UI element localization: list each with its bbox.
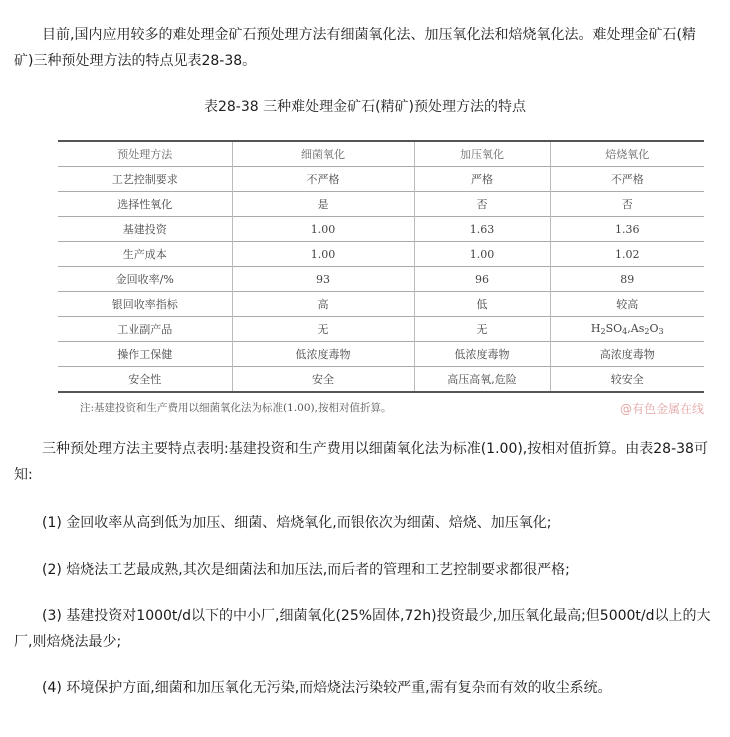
table-row bbox=[58, 242, 704, 267]
table-header-row bbox=[58, 141, 704, 167]
point-4: (4) 环境保护方面,细菌和加压氧化无污染,而焙烧法污染较严重,需有复杂而有效的收尘系统。 bbox=[42, 680, 612, 696]
table-cell: 严格 bbox=[414, 167, 550, 192]
table-cell: 否 bbox=[414, 192, 550, 217]
table-row bbox=[58, 192, 704, 217]
point-1: (1) 金回收率从高到低为加压、细菌、焙烧氧化,而银依次为细菌、焙烧、加压氧化; bbox=[42, 515, 552, 531]
header-cell: 加压氧化 bbox=[414, 141, 550, 167]
header-cell: 细菌氧化 bbox=[232, 141, 414, 167]
row-label: 操作工保健 bbox=[58, 342, 232, 367]
table-cell: 96 bbox=[414, 267, 550, 292]
table-cell: 1.00 bbox=[232, 242, 414, 267]
table-cell: 93 bbox=[232, 267, 414, 292]
table-row bbox=[58, 292, 704, 317]
header-cell: 预处理方法 bbox=[58, 141, 232, 167]
table-row bbox=[58, 267, 704, 292]
table-cell: 无 bbox=[232, 317, 414, 342]
table-cell: 高压高氧,危险 bbox=[414, 367, 550, 393]
point-2: (2) 焙烧法工艺最成熟,其次是细菌法和加压法,而后者的管理和工艺控制要求都很严格; bbox=[42, 562, 570, 578]
row-label: 工艺控制要求 bbox=[58, 167, 232, 192]
table-cell: 安全 bbox=[232, 367, 414, 393]
table-cell: 89 bbox=[550, 267, 704, 292]
byproduct-formula-cell: $H_2SO_4,As_2O_3$ bbox=[550, 317, 704, 342]
table-cell: 1.63 bbox=[414, 217, 550, 242]
table-cell: 1.02 bbox=[550, 242, 704, 267]
row-label: 工业副产品 bbox=[58, 317, 232, 342]
table-cell: 是 bbox=[232, 192, 414, 217]
table-row bbox=[58, 342, 704, 367]
header-cell: 焙烧氧化 bbox=[550, 141, 704, 167]
table-cell: 低浓度毒物 bbox=[414, 342, 550, 367]
comparison-table bbox=[58, 140, 704, 417]
table-cell: 不严格 bbox=[550, 167, 704, 192]
table-cell: 高 bbox=[232, 292, 414, 317]
table-cell: 1.36 bbox=[550, 217, 704, 242]
table-row bbox=[58, 217, 704, 242]
row-label: 基建投资 bbox=[58, 217, 232, 242]
point-3: (3) 基建投资对1000t/d以下的中小厂,细菌氧化(25%固体,72h)投资最少,加压氧化最高;但5000t/d以上的大厂,则焙烧法最少; bbox=[14, 608, 711, 650]
table-cell: 1.00 bbox=[414, 242, 550, 267]
table-cell: 1.00 bbox=[232, 217, 414, 242]
summary-paragraph: 三种预处理方法主要特点表明:基建投资和生产费用以细菌氧化法为标准(1.00),按相对值折算。由表28-38可知: bbox=[14, 441, 708, 483]
row-label: 安全性 bbox=[58, 367, 232, 393]
table-cell: 低 bbox=[414, 292, 550, 317]
row-label: 金回收率/% bbox=[58, 267, 232, 292]
table-cell: 否 bbox=[550, 192, 704, 217]
row-label: 选择性氧化 bbox=[58, 192, 232, 217]
table-note-row bbox=[58, 399, 704, 417]
row-label: 银回收率指标 bbox=[58, 292, 232, 317]
table-row bbox=[58, 367, 704, 393]
intro-paragraph: 目前,国内应用较多的难处理金矿石预处理方法有细菌氧化法、加压氧化法和焙烧氧化法。难处理金矿石(精矿)三种预处理方法的特点见表28-38。 bbox=[14, 27, 696, 69]
table-note: 注:基建投资和生产费用以细菌氧化法为标准(1.00),按相对值折算。 bbox=[80, 402, 392, 414]
table-cell: 无 bbox=[414, 317, 550, 342]
row-label: 生产成本 bbox=[58, 242, 232, 267]
watermark: @有色金属在线 bbox=[619, 402, 704, 416]
table-cell: 低浓度毒物 bbox=[232, 342, 414, 367]
table-row bbox=[58, 317, 704, 342]
table-cell: 高浓度毒物 bbox=[550, 342, 704, 367]
methods-table bbox=[58, 140, 704, 393]
table-caption: 表28-38 三种难处理金矿石(精矿)预处理方法的特点 bbox=[203, 99, 527, 115]
table-cell: 不严格 bbox=[232, 167, 414, 192]
table-cell: 较安全 bbox=[550, 367, 704, 393]
table-cell: 较高 bbox=[550, 292, 704, 317]
table-row bbox=[58, 167, 704, 192]
